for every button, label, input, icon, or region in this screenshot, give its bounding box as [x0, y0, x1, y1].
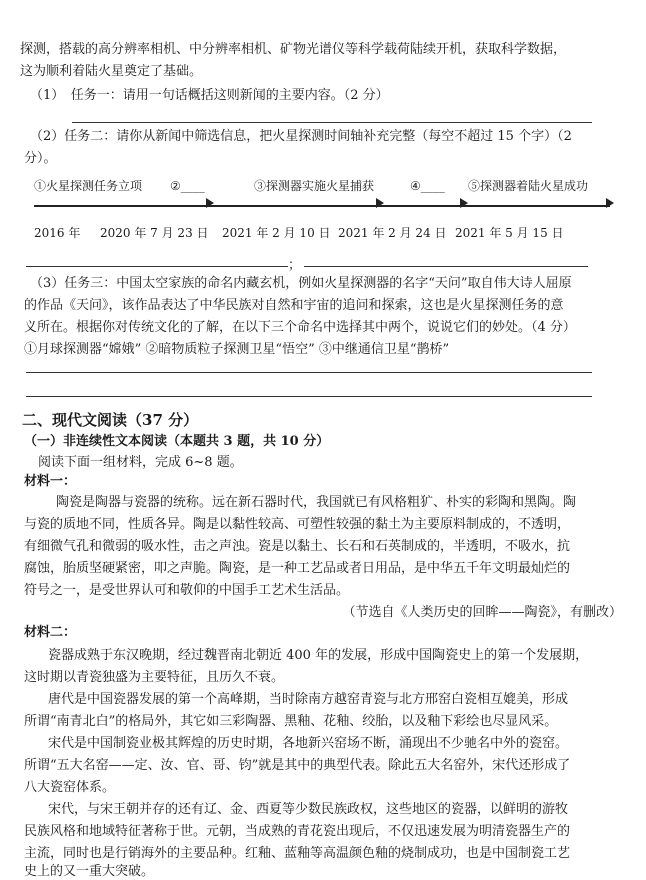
task3-answer-line-1: [26, 372, 592, 373]
section-title: 二、现代文阅读（37 分）: [22, 411, 199, 429]
task3-line-3: 义所在。根据你对传统文化的了解，在以下三个命名中选择其中两个，说说它们的妙处。（4 分）: [24, 320, 576, 335]
timeline-arrow: [606, 198, 614, 208]
timeline-arrow: [206, 198, 214, 208]
task1-question: （1） 任务一：请用一句话概括这则新闻的主要内容。（2 分）: [30, 88, 389, 103]
task3-line-4: ①月球探测器“嫦娥” ②暗物质粒子探测卫星“悟空” ③中继通信卫星“鹊桥”: [24, 342, 450, 357]
section-subtitle: （一）非连续性文本阅读（本题共 3 题，共 10 分）: [24, 434, 330, 449]
timeline-axis: [34, 205, 610, 207]
timeline-item-5: ⑤探测器着陆火星成功: [468, 179, 589, 193]
material2-line-3: 唐代是中国瓷器发展的第一个高峰期，当时除南方越窑青瓷与北方邢窑白瓷相互媲美，形成: [48, 692, 569, 707]
material2-line-8: 宋代，与宋王朝并存的还有辽、金、西夏等少数民族政权，这些地区的瓷器，以鲜明的游牧: [48, 802, 569, 817]
timeline-date-3: 2021 年 2 月 10 日: [222, 226, 331, 240]
material1-line-3: 有细微气孔和微弱的吸水性，击之声浊。瓷是以黏土、长石和石英制成的，半透明，不吸水，抗: [24, 539, 571, 554]
material2-line-6: 所谓“五大名窑——定、汝、官、哥、钧”就是其中的典型代表。除此五大名窑外，宋代还形成了: [24, 758, 571, 773]
task3-line-1: （3）任务三：中国太空家族的命名内藏玄机，例如火星探测器的名字“天问”取自伟大诗人屈原: [30, 276, 572, 291]
material2-line-5: 宋代是中国制瓷业极其辉煌的历史时期，各地新兴窑场不断，涌现出不少驰名中外的瓷窑。: [48, 736, 569, 751]
material1-line-2: 与瓷的质地不同，性质各异。陶是以黏性较高、可塑性较强的黏土为主要原料制成的，不透明，: [24, 517, 571, 532]
timeline-date-4: 2021 年 2 月 24 日: [338, 226, 447, 240]
timeline-date-1: 2016 年: [34, 226, 81, 240]
material2-line-4: 所谓“南青北白”的格局外，其它如三彩陶器、黑釉、花釉、绞胎，以及釉下彩绘也尽显风采。: [24, 714, 558, 729]
intro-line-2: 这为顺利着陆火星奠定了基础。: [20, 64, 203, 79]
task3-answer-line-2: [26, 396, 592, 397]
timeline-item-3: ③探测器实施火星捕获: [254, 179, 375, 193]
task2-answer-line-2: [26, 266, 288, 267]
timeline-arrow: [376, 198, 384, 208]
material2-line-1: 瓷器成熟于东汉晚期，经过魏晋南北朝近 400 年的发展，形成中国陶瓷史上的第一个发展期，: [48, 648, 589, 663]
task2-question-line-2: 分）。: [24, 151, 57, 166]
answer-separator: ；: [288, 258, 302, 273]
material2-line-2: 这时期以青瓷独盛为主要特征，且历久不衰。: [24, 670, 285, 685]
material1-line-1: 陶瓷是陶器与瓷器的统称。远在新石器时代，我国就已有风格粗犷、朴实的彩陶和黑陶。陶: [56, 495, 577, 510]
material1-label: 材料一：: [24, 474, 77, 489]
timeline-date-2: 2020 年 7 月 23 日: [100, 226, 209, 240]
intro-line-1: 探测，搭载的高分辨率相机、中分辨率相机、矿物光谱仪等科学载荷陆续开机，获取科学数据，: [20, 42, 567, 57]
task2-question-line-1: （2）任务二：请你从新闻中筛选信息，把火星探测时间轴补充完整（每空不超过 15 个字）（2: [30, 129, 572, 144]
timeline-date-5: 2021 年 5 月 15 日: [455, 226, 564, 240]
material1-line-4: 腐蚀，胎质坚硬紧密，叩之声脆。陶瓷，是一种工艺品或者日用品，是中华五千年文明最灿烂的: [24, 561, 571, 576]
timeline-item-4: ④____: [410, 179, 445, 193]
timeline-item-1: ①火星探测任务立项: [34, 179, 143, 193]
material1-source: （节选自《人类历史的回眸——陶瓷》，有删改）: [342, 605, 622, 620]
material1-line-5: 符号之一，是受世界认可和敬仰的中国手工艺术生活品。: [24, 583, 350, 598]
material2-line-9: 民族风格和地域特征著称于世。元朝，当成熟的青花瓷出现后，不仅迅速发展为明清瓷器生产的: [24, 824, 571, 839]
material2-line-10: 主流，同时也是行销海外的主要品种。红釉、蓝釉等高温颜色釉的烧制成功，也是中国制瓷工艺: [24, 846, 571, 861]
material2-label: 材料二：: [24, 625, 77, 640]
material2-line-11: 史上的又一重大突破。: [24, 864, 155, 879]
task3-line-2: 的作品《天问》，该作品表达了中华民族对自然和宇宙的追问和探索，这也是火星探测任务的意: [24, 298, 564, 313]
material2-line-7: 八大瓷窑体系。: [24, 780, 116, 795]
task1-answer-line: [72, 122, 592, 123]
timeline-arrow: [460, 198, 468, 208]
task2-answer-line-4: [304, 266, 588, 267]
section-instruction: 阅读下面一组材料，完成 6~8 题。: [38, 455, 243, 470]
timeline-item-2: ②____: [170, 179, 205, 193]
